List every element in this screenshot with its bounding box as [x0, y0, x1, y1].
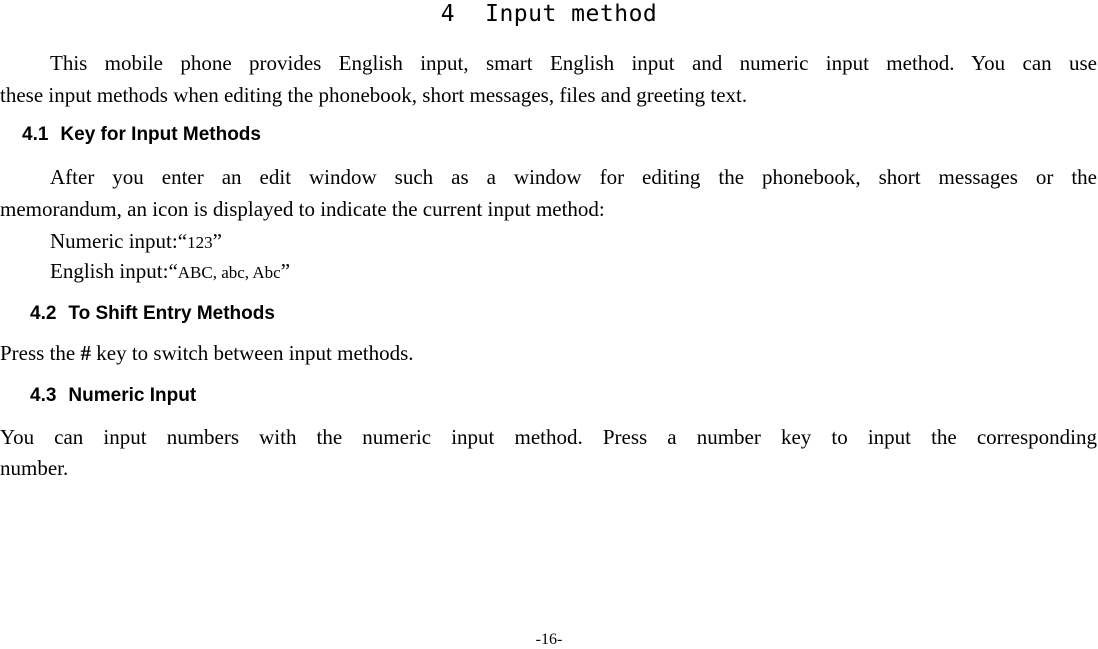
hash-key: # [80, 341, 91, 365]
section-4-2-text-before: Press the [0, 341, 76, 365]
section-heading-4-1 [22, 123, 261, 147]
section-heading-4-3 [30, 384, 196, 408]
section-number: 4.1 [22, 124, 49, 145]
english-input-icon-value: ABC, abc, Abc [177, 263, 281, 282]
intro-line-1: This mobile phone provides English input, smart English input and numeric input method. You can use [50, 51, 1097, 75]
section-title: Numeric Input [68, 385, 197, 406]
chapter-heading [0, 0, 1098, 28]
section-4-2-text [0, 338, 414, 369]
english-input-label: English input: [50, 259, 169, 283]
numeric-input-label: Numeric input: [50, 229, 178, 253]
english-input-line: English input:“ABC, abc, Abc” [50, 259, 291, 283]
section-4-2-text-after: key to switch between input methods. [96, 341, 414, 365]
chapter-number: 4 [440, 1, 456, 27]
chapter-title: Input method [485, 1, 658, 27]
numeric-input-icon-value: 123 [187, 233, 213, 252]
section-number: 4.2 [30, 303, 57, 324]
section-title: Key for Input Methods [60, 124, 261, 145]
section-4-3-line-2: number. [0, 456, 69, 480]
section-heading-4-2 [30, 302, 275, 326]
section-4-1-line-1: After you enter an edit window such as a window for editing the phonebook, short messages or the [50, 165, 1097, 189]
section-4-1-line-2: memorandum, an icon is displayed to indicate the current input method: [0, 197, 605, 221]
numeric-input-line: Numeric input:“123” [50, 229, 222, 253]
intro-line-2: these input methods when editing the phonebook, short messages, files and greeting text. [0, 83, 748, 107]
page-number: -16- [535, 631, 563, 648]
section-number: 4.3 [30, 385, 57, 406]
section-4-3-line-1: You can input numbers with the numeric input method. Press a number key to input the corresponding [0, 425, 1097, 449]
section-title: To Shift Entry Methods [68, 303, 275, 324]
